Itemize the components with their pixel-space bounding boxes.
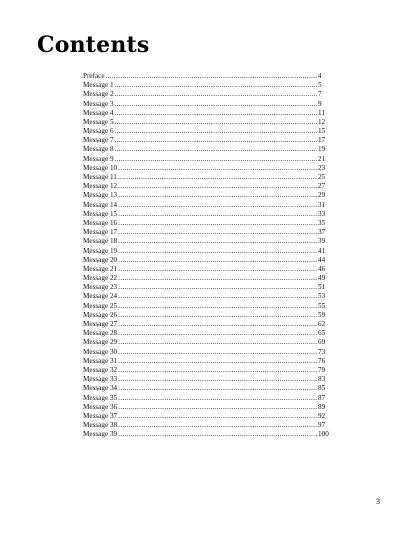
toc-dot-leader [118,274,317,283]
toc-entry-label: Message 3 [83,99,114,108]
toc-entry[interactable] [83,155,331,164]
toc-entry-label: Message 27 [83,320,118,329]
toc-entry-page-number: 39 [318,237,326,246]
toc-entry-label: Message 24 [83,292,118,301]
toc-dot-leader [115,81,317,90]
toc-entry[interactable] [83,274,331,283]
toc-entry-page-number: 21 [318,154,326,163]
toc-dot-leader [118,329,317,338]
toc-dot-leader [118,173,317,182]
toc-entry-page-number: 23 [318,163,326,172]
toc-entry-page-number: 5 [318,81,322,90]
toc-entry-label: Message 30 [83,347,118,356]
toc-dot-leader [118,191,317,200]
toc-entry[interactable] [83,136,331,145]
toc-entry-page-number: 41 [318,246,326,255]
toc-dot-leader [118,320,317,329]
toc-entry-label: Message 17 [83,228,118,237]
toc-dot-leader [118,366,317,375]
toc-dot-leader [115,155,317,164]
toc-dot-leader [118,164,317,173]
toc-dot-leader [118,210,317,219]
toc-dot-leader [115,127,317,136]
toc-entry[interactable] [83,191,331,200]
toc-entry-page-number: 44 [318,255,326,264]
toc-entry[interactable] [83,173,331,182]
toc-entry-label: Message 10 [83,163,118,172]
toc-entry-label: Message 1 [83,81,114,90]
toc-entry[interactable] [83,219,331,228]
toc-entry-label: Message 34 [83,384,118,393]
toc-entry-page-number: 100 [318,430,329,439]
toc-entry-page-number: 79 [318,366,326,374]
toc-entry-page-number: 55 [318,301,326,310]
toc-dot-leader [118,228,317,237]
toc-entry-page-number: 89 [318,402,326,411]
toc-entry[interactable] [83,256,331,265]
toc-entry-page-number: 35 [318,219,326,227]
toc-entry[interactable] [83,228,331,237]
toc-entry[interactable] [83,201,331,210]
toc-dot-leader [118,403,317,412]
toc-entry[interactable] [83,348,331,357]
toc-entry[interactable] [83,265,331,274]
toc-dot-leader [115,90,317,99]
toc-entry[interactable] [83,329,331,338]
toc-entry-page-number: 31 [318,200,326,209]
toc-entry-label: Message 11 [83,173,117,182]
toc-entry[interactable] [83,237,331,246]
toc-entry-label: Message 39 [83,430,118,439]
toc-entry[interactable] [83,127,331,136]
toc-entry-label: Message 6 [83,127,114,136]
toc-entry[interactable] [83,394,331,403]
toc-dot-leader [115,118,317,127]
toc-entry-label: Message 28 [83,329,118,338]
toc-entry[interactable] [83,210,331,219]
toc-dot-leader [118,256,317,265]
toc-entry-label: Preface [83,72,105,80]
toc-entry-label: Message 8 [83,145,114,154]
toc-entry-label: Message 38 [83,421,118,430]
toc-entry-page-number: 97 [318,421,326,430]
toc-dot-leader [118,237,317,246]
toc-entry-page-number: 9 [318,99,322,108]
toc-entry[interactable] [83,118,331,127]
toc-entry-label: Message 23 [83,283,118,292]
toc-entry-label: Message 37 [83,411,118,420]
toc-entry-page-number: 17 [318,136,326,145]
toc-dot-leader [118,338,317,347]
toc-entry-page-number: 87 [318,393,326,402]
toc-entry-label: Message 32 [83,366,118,374]
toc-entry-page-number: 51 [318,283,326,292]
toc-dot-leader [115,109,317,118]
toc-entry[interactable] [83,72,331,81]
toc-entry-page-number: 53 [318,292,326,301]
toc-entry[interactable] [83,109,331,118]
toc-entry-page-number: 27 [318,182,326,191]
page-number: 3 [376,497,380,506]
toc-entry-label: Message 26 [83,310,118,319]
toc-entry-page-number: 12 [318,117,326,126]
toc-entry-label: Message 14 [83,200,118,209]
toc-entry-label: Message 9 [83,154,114,163]
toc-entry-page-number: 85 [318,384,326,393]
toc-entry-page-number: 37 [318,228,326,237]
toc-entry[interactable] [83,100,331,109]
toc-entry[interactable] [83,421,331,430]
toc-entry-label: Message 12 [83,182,118,191]
toc-dot-leader [118,421,317,430]
toc-entry-page-number: 46 [318,264,326,273]
toc-dot-leader [118,201,317,210]
toc-entry[interactable] [83,338,331,347]
toc-entry[interactable] [83,247,331,256]
toc-entry-label: Message 35 [83,393,118,402]
toc-dot-leader [118,384,317,393]
toc-entry-page-number: 33 [318,209,326,218]
toc-entry-label: Message 21 [83,264,118,273]
toc-entry-label: Message 2 [83,90,114,99]
toc-entry-page-number: 76 [318,356,326,365]
toc-entry-page-number: 69 [318,338,326,347]
toc-entry[interactable] [83,403,331,412]
toc-entry-page-number: 73 [318,347,326,356]
toc-dot-leader [118,302,317,311]
toc-entry-page-number: 65 [318,329,326,338]
toc-dot-leader [118,348,317,357]
toc-dot-leader [118,247,317,256]
toc-dot-leader [118,311,317,320]
toc-entry-label: Message 20 [83,255,118,264]
toc-entry-page-number: 4 [318,72,322,80]
toc-dot-leader [106,72,317,81]
toc-entry-page-number: 62 [318,320,326,329]
toc-entry-page-number: 11 [318,108,325,117]
toc-entry-page-number: 7 [318,90,322,99]
toc-entry-label: Message 33 [83,375,118,384]
toc-entry-page-number: 19 [318,145,326,154]
toc-entry[interactable] [83,311,331,320]
toc-entry[interactable] [83,146,331,155]
toc-entry-page-number: 83 [318,375,326,384]
toc-entry-label: Message 18 [83,237,118,246]
toc-entry-page-number: 29 [318,191,326,200]
table-of-contents [83,72,331,440]
toc-entry[interactable] [83,357,331,366]
toc-dot-leader [118,293,317,302]
toc-entry[interactable] [83,375,331,384]
toc-entry-label: Message 29 [83,338,118,347]
toc-entry-label: Message 15 [83,209,118,218]
toc-entry[interactable] [83,302,331,311]
toc-entry-label: Message 36 [83,402,118,411]
toc-dot-leader [118,283,317,292]
toc-dot-leader [118,430,317,439]
toc-entry[interactable] [83,320,331,329]
toc-entry-label: Message 5 [83,117,114,126]
toc-entry-label: Message 4 [83,108,114,117]
toc-entry[interactable] [83,81,331,90]
toc-entry-page-number: 92 [318,411,326,420]
toc-entry-page-number: 59 [318,310,326,319]
toc-dot-leader [118,394,317,403]
toc-entry-label: Message 22 [83,274,118,283]
toc-entry[interactable] [83,430,331,439]
toc-entry[interactable] [83,182,331,191]
toc-dot-leader [118,182,317,191]
toc-dot-leader [115,146,317,155]
toc-entry-label: Message 25 [83,301,118,310]
toc-dot-leader [118,375,317,384]
toc-entry-label: Message 16 [83,219,118,227]
toc-entry-label: Message 31 [83,356,118,365]
toc-dot-leader [115,100,317,109]
toc-entry[interactable] [83,384,331,393]
toc-entry-page-number: 15 [318,127,326,136]
toc-dot-leader [115,136,317,145]
toc-entry[interactable] [83,412,331,421]
toc-entry[interactable] [83,164,331,173]
toc-entry[interactable] [83,366,331,375]
toc-entry-page-number: 49 [318,274,326,283]
toc-entry[interactable] [83,283,331,292]
toc-entry-label: Message 19 [83,246,118,255]
toc-dot-leader [118,265,317,274]
toc-entry-label: Message 13 [83,191,118,200]
toc-dot-leader [118,357,317,366]
toc-entry[interactable] [83,293,331,302]
page-title: Contents [37,32,150,58]
toc-entry-label: Message 7 [83,136,114,145]
toc-dot-leader [118,412,317,421]
toc-dot-leader [118,219,317,228]
toc-entry[interactable] [83,90,331,99]
toc-entry-page-number: 25 [318,173,326,182]
